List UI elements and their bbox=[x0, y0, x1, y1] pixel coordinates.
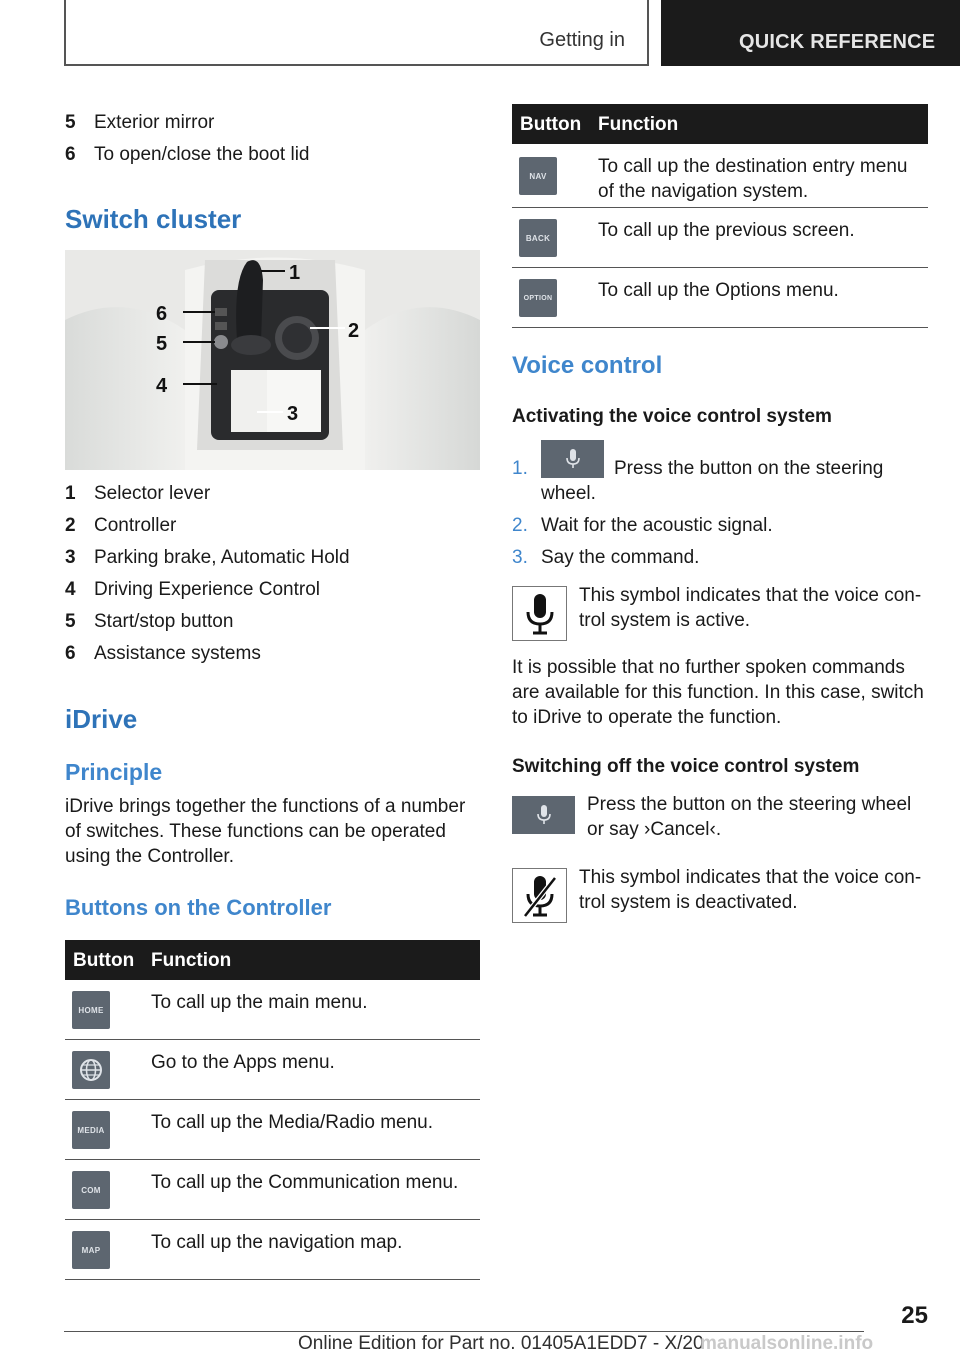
table-row: OPTION To call up the Options menu. bbox=[512, 268, 928, 328]
apps-globe-icon bbox=[72, 1051, 110, 1089]
home-button-icon: HOME bbox=[72, 991, 110, 1029]
header-chapter-tab bbox=[661, 0, 960, 66]
legend-item: 5 Exterior mirror bbox=[65, 112, 215, 133]
com-button-icon: COM bbox=[72, 1171, 110, 1209]
table-row: COM To call up the Communication menu. bbox=[65, 1160, 480, 1220]
legend-item: 6 To open/close the boot lid bbox=[65, 144, 310, 165]
col-header-function: Function bbox=[151, 950, 232, 971]
principle-line-2: of switches. These functions can be operated bbox=[65, 821, 446, 842]
map-button-icon: MAP bbox=[72, 1231, 110, 1269]
switch-cluster-heading: Switch cluster bbox=[65, 204, 242, 234]
step-3: 3. Say the command. bbox=[512, 547, 700, 568]
callout-2: 2 bbox=[348, 320, 360, 342]
idrive-heading: iDrive bbox=[65, 704, 138, 734]
table-row: HOME To call up the main menu. bbox=[65, 980, 480, 1040]
microphone-icon bbox=[525, 592, 555, 636]
step-2: 2. Wait for the acoustic signal. bbox=[512, 515, 773, 536]
legend-item: 4 Driving Experience Control bbox=[65, 579, 320, 600]
buttons-heading: Buttons on the Controller bbox=[65, 895, 332, 920]
voice-deactivated-symbol bbox=[512, 868, 567, 923]
back-button-icon: BACK bbox=[519, 219, 557, 257]
callout-4: 4 bbox=[156, 375, 168, 397]
callout-3: 3 bbox=[287, 403, 299, 425]
col-header-button: Button bbox=[73, 950, 135, 971]
switch-cluster-photo bbox=[65, 250, 480, 470]
footer-watermark: manualsonline.info bbox=[700, 1333, 874, 1354]
page-number: 25 bbox=[901, 1302, 928, 1329]
activating-heading: Activating the voice control system bbox=[512, 406, 832, 427]
header-section-tab bbox=[64, 0, 649, 66]
footer-edition: Online Edition for Part no. 01405A1EDD7 - X/20 bbox=[298, 1333, 704, 1354]
microphone-muted-icon bbox=[523, 874, 557, 918]
col-header-button: Button bbox=[520, 114, 582, 135]
principle-heading: Principle bbox=[65, 759, 163, 785]
header-chapter-title: QUICK REFERENCE bbox=[739, 31, 936, 53]
table-row: NAV To call up the destination entry menu of the navigation system. bbox=[512, 144, 928, 208]
callout-1: 1 bbox=[289, 262, 301, 284]
step-1: 1. Press the button on the steering wheel. bbox=[512, 440, 928, 500]
principle-line-3: using the Controller. bbox=[65, 846, 234, 867]
table-header bbox=[512, 104, 928, 144]
footer-divider bbox=[64, 1331, 864, 1332]
col-header-function: Function bbox=[598, 114, 679, 135]
callout-5: 5 bbox=[156, 333, 168, 355]
legend-item: 6 Assistance systems bbox=[65, 643, 261, 664]
table-row: MEDIA To call up the Media/Radio menu. bbox=[65, 1100, 480, 1160]
voice-control-heading: Voice control bbox=[512, 352, 663, 379]
controller-buttons-table-continued bbox=[512, 104, 928, 328]
callout-6: 6 bbox=[156, 303, 168, 325]
table-row: BACK To call up the previous screen. bbox=[512, 208, 928, 268]
table-row: Go to the Apps menu. bbox=[65, 1040, 480, 1100]
voice-active-symbol bbox=[512, 586, 567, 641]
legend-item: 1 Selector lever bbox=[65, 483, 211, 504]
table-header bbox=[65, 940, 480, 980]
header-section-title: Getting in bbox=[539, 29, 625, 51]
media-button-icon: MEDIA bbox=[72, 1111, 110, 1149]
controller-buttons-table bbox=[65, 940, 480, 1280]
legend-item: 2 Controller bbox=[65, 515, 177, 536]
option-button-icon: OPTION bbox=[519, 279, 557, 317]
legend-item: 5 Start/stop button bbox=[65, 611, 234, 632]
table-row: MAP To call up the navigation map. bbox=[65, 1220, 480, 1280]
center-console-illustration bbox=[65, 250, 480, 470]
principle-line-1: iDrive brings together the functions of a number bbox=[65, 796, 466, 817]
legend-item: 3 Parking brake, Automatic Hold bbox=[65, 547, 350, 568]
voice-button-icon bbox=[541, 440, 604, 478]
switching-off-heading: Switching off the voice control system bbox=[512, 756, 860, 777]
voice-button-icon bbox=[512, 796, 575, 834]
nav-button-icon: NAV bbox=[519, 157, 557, 195]
